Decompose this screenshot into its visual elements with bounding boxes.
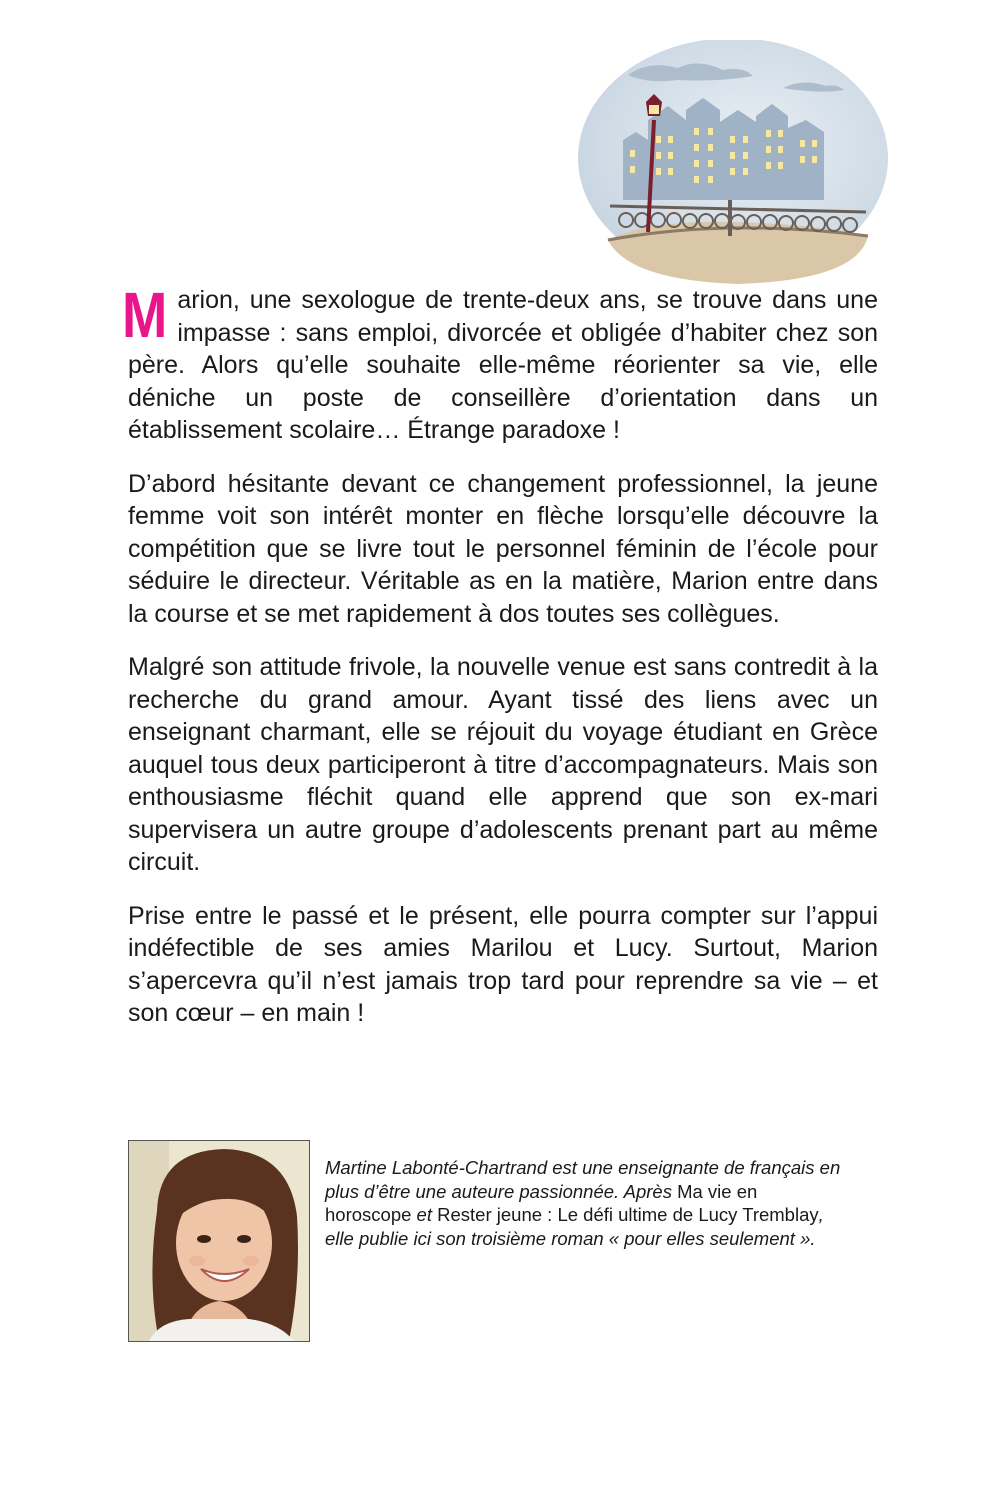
street-lamp-bridge-icon (568, 40, 890, 290)
author-photo (128, 1140, 310, 1342)
city-illustration (568, 40, 890, 290)
paragraph-2: D’abord hésitante devant ce changement professionnel, la jeune femme voit son intérêt monter en flèche lorsqu’elle découvre la compétition que se livre tout le personnel féminin de l’école pour séduire le directeur. Véritable as en la matière, Marion entre dans la course et se met rapidement à dos toutes ses collègues. (128, 469, 878, 628)
author-portrait-icon (129, 1141, 309, 1341)
author-bio-part-2: et (411, 1204, 438, 1225)
paragraph-3: Malgré son attitude frivole, la nouvelle venue est sans contredit à la recherche du grand amour. Ayant tissé des liens avec un enseignant charmant, elle se réjouit du voyage étudiant en Grèce auquel tous deux participeront à titre d’accompagnateurs. Mais son enthousiasme fléchit quand elle apprend que son ex-mari supervisera un autre groupe d’adolescents prenant part au même circuit. (128, 653, 878, 876)
paragraph-1 (122, 279, 878, 447)
paragraph-4: Prise entre le passé et le présent, elle pourra compter sur l’appui indéfectible de ses amies Marilou et Lucy. Surtout, Marion s’apercevra qu’il n’est jamais trop tard pour reprendre sa vie – et son cœur – en main ! (128, 901, 878, 1027)
author-bio (325, 1156, 845, 1250)
back-cover-text (122, 279, 878, 1051)
author-bio-part-1: Martine Labonté-Chartrand est une enseignante de français en plus d’être une auteure passionnée. Après (325, 1157, 841, 1202)
book-title-1: Ma vie en horoscope (325, 1180, 758, 1225)
author-block (128, 1140, 888, 1342)
author-bio-part-3: , elle publie ici son troisième roman « pour elles seulement ». (325, 1204, 824, 1249)
book-title-2: Rester jeune : Le défi ultime de Lucy Tremblay (437, 1204, 819, 1225)
drop-cap: M (122, 279, 168, 351)
paragraph-1-text: arion, une sexologue de trente-deux ans, se trouve dans une impasse : sans emploi, divorcée et obligée d’habiter chez son père. Alors qu’elle souhaite elle-même réorienter sa vie, elle déniche un poste de conseillère d’orientation dans un établissement scolaire… Étrange paradoxe ! (128, 286, 878, 444)
